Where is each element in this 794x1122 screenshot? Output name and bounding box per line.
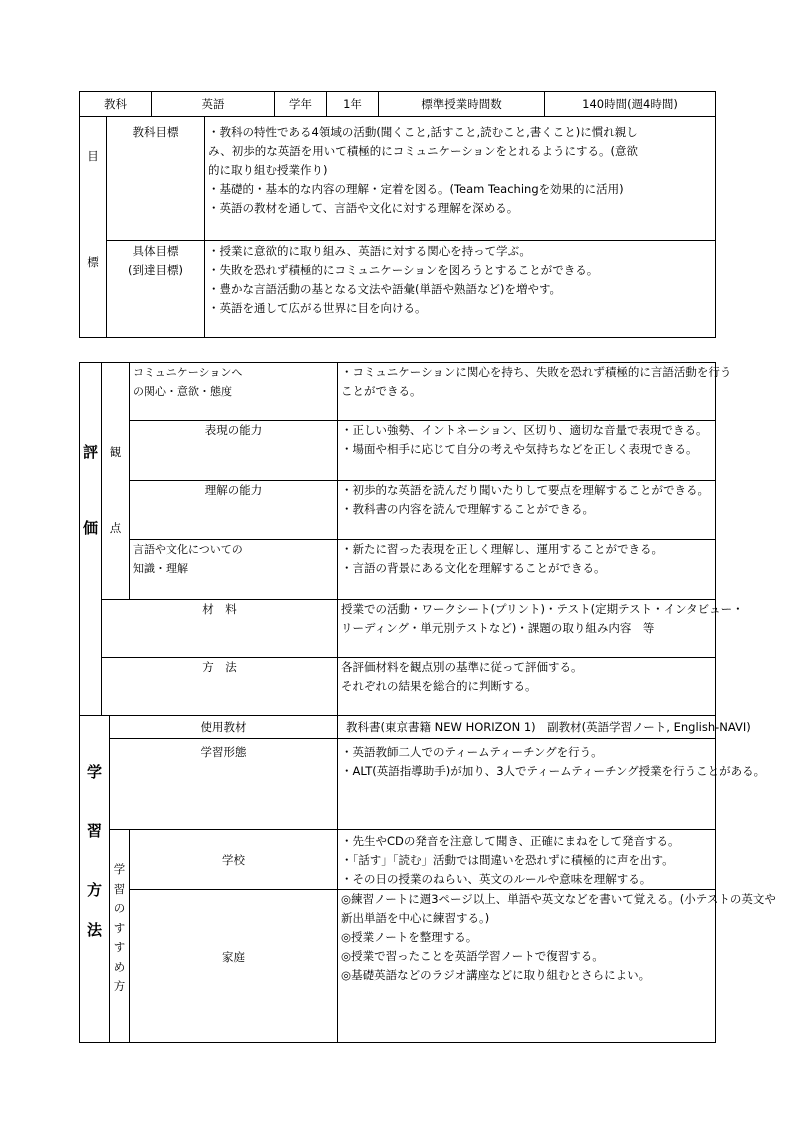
study-how-char: 学 — [113, 862, 126, 876]
study-school-text — [338, 830, 716, 890]
viewpoint-row — [80, 363, 716, 421]
evaluation-study-table — [79, 362, 776, 1043]
materials-row — [80, 600, 716, 658]
study-how-char: す — [113, 940, 126, 954]
study-school-line: ・先生やCDの発音を注意して聞き、正確にまねをして発音する。 — [341, 834, 680, 848]
eval-method-label: 方 法 — [102, 658, 338, 716]
study-school-row — [80, 830, 716, 890]
viewpoint-label — [130, 540, 338, 600]
goals-table — [79, 91, 716, 338]
hours-label: 標準授業時間数 — [379, 92, 545, 117]
study-form-row — [80, 739, 716, 830]
study-label-char: 習 — [86, 822, 102, 840]
subject-goal-label: 教科目標 — [107, 117, 205, 241]
grade-label: 学年 — [275, 92, 327, 117]
evaluation-label-top: 評 — [82, 443, 98, 461]
eval-method-text — [338, 658, 716, 716]
study-label-char: 学 — [86, 763, 102, 781]
evaluation-label-bottom: 価 — [82, 519, 98, 537]
method-row — [80, 658, 716, 716]
study-form-label: 学習形態 — [110, 739, 338, 830]
viewpoint-line: ・場面や相手に応じて自分の考えや気持ちなどを正しく表現できる。 — [341, 442, 698, 456]
study-school-label — [130, 830, 338, 890]
study-how-char: す — [113, 920, 126, 935]
viewpoint-label: 理解の能力 — [130, 481, 338, 540]
study-section-label — [80, 716, 110, 1043]
subject-goal-line: ・基礎的・基本的な内容の理解・定着を図る。(Team Teachingを効果的に活用) — [208, 182, 624, 196]
viewpoint-label-line: 言語や文化についての — [133, 543, 243, 556]
viewpoint-text — [338, 540, 716, 600]
goals-label-top: 目 — [87, 149, 99, 163]
viewpoint-line: ・コミュニケーションに関心を持ち、失敗を恐れず積極的に言語活動を行う — [341, 365, 732, 379]
specific-goal-line: ・豊かな言語活動の基となる文法や語彙(単語や熟語など)を増やす。 — [208, 282, 562, 296]
study-label-char: 法 — [86, 921, 102, 939]
viewpoint-label-bottom: 点 — [109, 521, 122, 535]
study-how-char: め — [113, 959, 126, 974]
viewpoint-text — [338, 481, 716, 540]
hours-value: 140時間(週4時間) — [545, 92, 716, 117]
viewpoint-line: ・正しい強勢、イントネーション、区切り、適切な音量で表現できる。 — [341, 423, 708, 437]
viewpoint-label-line: の関心・意欲・態度 — [133, 385, 232, 398]
study-how-label — [110, 830, 130, 1043]
viewpoint-section-label — [102, 363, 130, 600]
viewpoint-row — [80, 540, 716, 600]
study-how-char: 習 — [113, 881, 126, 896]
viewpoint-line: ことができる。 — [341, 384, 422, 398]
specific-goal-row — [80, 241, 716, 338]
specific-goal-line: ・授業に意欲的に取り組み、英語に対する関心を持って学ぶ。 — [208, 244, 531, 258]
specific-goal-line: ・失敗を恐れず積極的にコミュニケーションを図ろうとすることができる。 — [208, 263, 599, 277]
study-how-char: 方 — [113, 979, 126, 993]
specific-goal-label-1: 具体目標 — [132, 244, 179, 258]
study-school-line: ・「話す」「読む」活動では間違いを恐れずに積極的に声を出す。 — [341, 853, 674, 867]
viewpoint-label-line: コミュニケーションへ — [133, 366, 243, 379]
study-form-line: ・英語教師二人でのティームティーチングを行う。 — [341, 745, 603, 759]
viewpoint-label-top: 観 — [109, 445, 122, 459]
viewpoint-text — [338, 363, 732, 421]
viewpoint-row — [80, 421, 716, 481]
eval-materials-text — [338, 600, 744, 658]
viewpoint-label: 表現の能力 — [130, 421, 338, 481]
subject-goal-line: ・教科の特性である4領域の活動(聞くこと,話すこと,読むこと,書くこと)に慣れ親し — [208, 125, 638, 139]
study-how-char: の — [113, 901, 126, 915]
viewpoint-label-line: 知識・理解 — [133, 562, 188, 575]
subject-goal-row — [80, 117, 716, 241]
viewpoint-row — [80, 481, 716, 540]
subject-goal-line: ・英語の教材を通して、言語や文化に対する理解を深める。 — [208, 201, 519, 215]
viewpoint-line: ・教科書の内容を読んで理解することができる。 — [341, 502, 595, 516]
goals-label-bottom: 標 — [87, 255, 99, 269]
subject-value: 英語 — [152, 92, 275, 117]
study-home-line: ◎授業で習ったことを英語学習ノートで復習する。 — [341, 949, 604, 963]
study-home-label-text: 家庭 — [222, 950, 246, 964]
viewpoint-label — [130, 363, 338, 421]
subject-goal-line: み、初歩的な英語を用いて積極的にコミュニケーションをとれるようにする。(意欲 — [208, 144, 638, 158]
evaluation-section-label — [80, 363, 102, 716]
study-home-line: ◎基礎英語などのラジオ講座などに取り組むとさらによい。 — [341, 968, 651, 982]
goals-section-label — [80, 117, 107, 338]
study-home-line: 新出単語を中心に練習する。) — [341, 911, 490, 925]
study-home-row — [80, 890, 716, 1043]
specific-goal-label — [107, 241, 205, 338]
eval-materials-line: リーディング・単元別テストなど)・課題の取り組み内容 等 — [341, 621, 655, 635]
viewpoint-text — [338, 421, 716, 481]
study-home-text — [338, 890, 776, 1043]
subject-goal-text — [205, 117, 716, 241]
study-form-text — [338, 739, 766, 830]
study-form-line: ・ALT(英語指導助手)が加り、3人でティームティーチング授業を行うことがある。 — [341, 764, 766, 778]
specific-goal-text — [205, 241, 716, 338]
grade-value: 1年 — [327, 92, 379, 117]
study-school-line: ・その日の授業のねらい、英文のルールや意味を理解する。 — [341, 872, 652, 886]
subject-goal-line: 的に取り組む授業作り) — [208, 163, 328, 177]
specific-goal-line: ・英語を通して広がる世界に目を向ける。 — [208, 301, 427, 315]
eval-method-line: 各評価材料を観点別の基準に従って評価する。 — [341, 660, 583, 674]
study-label-char: 方 — [86, 881, 102, 899]
study-materials-label: 使用教材 — [110, 716, 338, 739]
header-row — [80, 92, 716, 117]
study-home-line: ◎練習ノートに週3ページ以上、単語や英文などを書いて覚える。(小テストの英文や — [341, 892, 776, 906]
eval-materials-line: 授業での活動・ワークシート(プリント)・テスト(定期テスト・インタビュー・ — [341, 602, 744, 616]
eval-method-line: それぞれの結果を総合的に判断する。 — [341, 679, 537, 693]
study-home-line: ◎授業ノートを整理する。 — [341, 930, 478, 944]
study-materials-value: 教科書(東京書籍 NEW HORIZON 1) 副教材(英語学習ノート, English-NAVI) — [338, 716, 716, 739]
study-school-label-text: 学校 — [222, 853, 246, 867]
eval-materials-label: 材 料 — [102, 600, 338, 658]
viewpoint-line: ・新たに習った表現を正しく理解し、運用することができる。 — [341, 542, 664, 556]
specific-goal-label-2: (到達目標) — [128, 263, 183, 277]
study-materials-row — [80, 716, 716, 739]
subject-label: 教科 — [80, 92, 152, 117]
viewpoint-line: ・初歩的な英語を読んだり聞いたりして要点を理解することができる。 — [341, 483, 710, 497]
viewpoint-line: ・言語の背景にある文化を理解することができる。 — [341, 561, 606, 575]
study-home-label — [130, 890, 338, 1043]
